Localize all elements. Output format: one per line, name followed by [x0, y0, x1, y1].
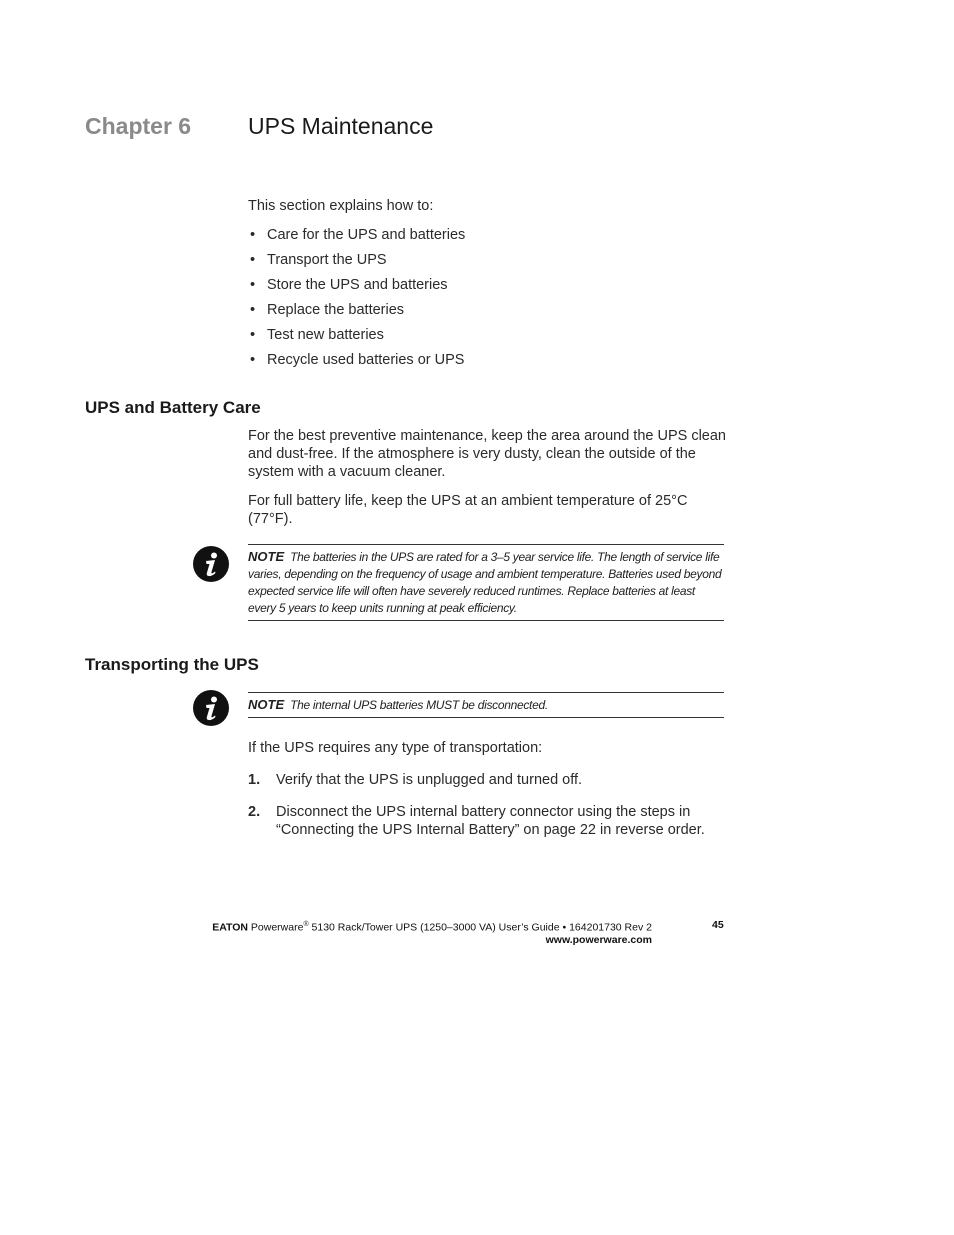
- chapter-label: Chapter 6: [85, 113, 192, 139]
- page-footer: [206, 919, 652, 946]
- note-text: The batteries in the UPS are rated for a 3–5 year service life. The length of service life varies, depending on the frequency of usage and ambient temperature. Batteries used beyond expected service life will often have severely reduced runtimes. Replace batteries at least every 5 years to keep units running at peak efficiency.: [248, 550, 722, 615]
- transport-steps: [248, 771, 738, 839]
- intro-text: This section explains how to:: [248, 198, 434, 214]
- section-heading-transport: Transporting the UPS: [85, 655, 259, 674]
- note-keyword: NOTE: [248, 697, 285, 712]
- footer-product: Powerware: [250, 921, 304, 934]
- info-icon: [193, 690, 229, 726]
- step-text: Disconnect the UPS internal battery connector using the steps in “Connecting the UPS Internal Battery” on page 22 in reverse order.: [276, 804, 705, 838]
- footer-url: www.powerware.com: [545, 933, 652, 946]
- section-heading-care: UPS and Battery Care: [85, 398, 261, 417]
- list-item: • Care for the UPS and batteries: [248, 226, 465, 251]
- note-disconnect: [248, 692, 724, 718]
- note-keyword: NOTE: [248, 549, 285, 564]
- list-item: • Replace the batteries: [248, 301, 465, 326]
- footer-reg: ®: [303, 921, 309, 928]
- step-text: Verify that the UPS is unplugged and turned off.: [276, 772, 583, 788]
- footer-brand: EATON: [212, 921, 248, 934]
- info-icon: [193, 546, 229, 582]
- list-item: • Transport the UPS: [248, 251, 465, 276]
- note-battery-life: [248, 544, 724, 621]
- list-item: [248, 771, 738, 789]
- care-paragraph-1: For the best preventive maintenance, keep the area around the UPS clean and dust-free. If the atmosphere is very dusty, clean the outside of the system with a vacuum cleaner.: [248, 428, 726, 480]
- step-number: 1.: [248, 772, 261, 788]
- list-item: • Test new batteries: [248, 326, 465, 351]
- list-item: [248, 803, 738, 839]
- list-item: • Recycle used batteries or UPS: [248, 351, 465, 376]
- care-paragraph-2: For full battery life, keep the UPS at an ambient temperature of 25°C (77°F).: [248, 493, 688, 527]
- transport-intro: If the UPS requires any type of transportation:: [248, 740, 543, 756]
- step-number: 2.: [248, 804, 261, 820]
- list-item: • Store the UPS and batteries: [248, 276, 465, 301]
- note-text: The internal UPS batteries MUST be disconnected.: [290, 698, 548, 712]
- topic-list: [248, 226, 465, 376]
- footer-title: 5130 Rack/Tower UPS (1250–3000 VA) User’s Guide • 164201730 Rev 2: [308, 921, 652, 934]
- chapter-title: UPS Maintenance: [248, 113, 434, 139]
- page-number: 45: [712, 919, 724, 931]
